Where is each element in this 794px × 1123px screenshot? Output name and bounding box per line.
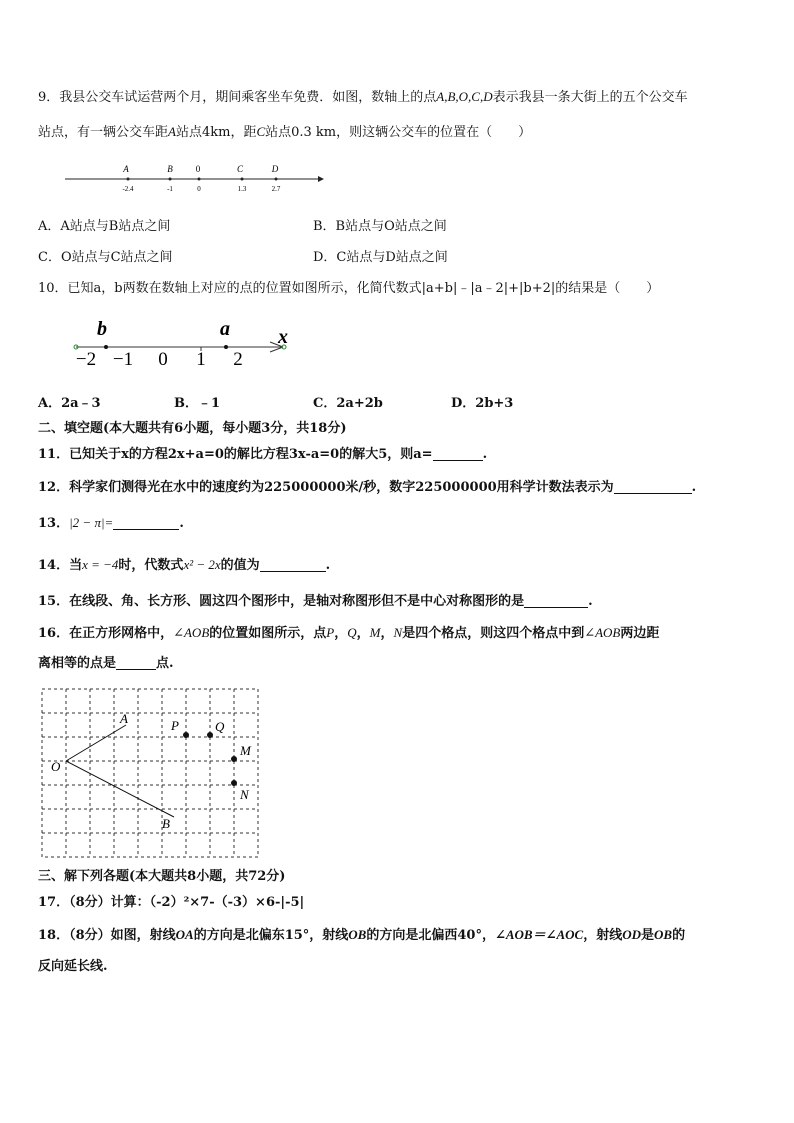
q13-expression: |2 − π|= [69, 515, 114, 530]
q9-option-b[interactable] [313, 218, 447, 236]
q15 [38, 593, 593, 611]
q9-option-d[interactable] [313, 249, 448, 267]
q9-point-dot-o [198, 178, 201, 181]
q14-text-c: 的值为 [220, 558, 260, 573]
q10-letter-b: b [97, 318, 107, 340]
q11 [38, 446, 487, 464]
q16-answer-blank[interactable] [116, 655, 156, 670]
q16-sep-3: ， [380, 626, 394, 641]
q9-option-c[interactable] [38, 249, 173, 267]
q9-points: A,B,O,C,D [436, 89, 493, 104]
q16-sep-2: ， [356, 626, 370, 641]
grid-label-p: P [171, 718, 179, 733]
q16-text-e: 离相等的点是 [38, 656, 117, 671]
q9-option-c-label: C．O站点与C站点之间 [38, 250, 173, 265]
q18-ray-ob-2: OB [654, 927, 673, 942]
q9-point-c: C [256, 124, 266, 139]
q9-point-dot-b [169, 178, 172, 181]
q16-point-q: Q [347, 625, 357, 640]
q9-text-e: 站点0.3 km，则这辆公交车的位置在（ ） [265, 125, 532, 140]
q10-option-b-label: B．﹣1 [174, 396, 221, 411]
q10-point-a [224, 345, 228, 349]
q16-line2 [38, 655, 174, 673]
q10-letter-a: a [220, 318, 230, 340]
q14-text-a: 14．当 [38, 558, 83, 573]
q12-end: . [691, 480, 697, 495]
q9-axis-value-a: -2.4 [122, 185, 134, 193]
q16-text-d: 两边距 [620, 626, 660, 641]
q9-point-dot-d [275, 178, 278, 181]
q18-line2 [38, 958, 108, 976]
q17 [38, 894, 304, 912]
q9-text-b: 表示我县一条大街上的五个公交车 [492, 90, 688, 105]
q16-grid-figure [40, 687, 260, 859]
q18-text-c: 的方向是北偏西40°， [366, 928, 495, 943]
q16-point-p: P [326, 625, 335, 640]
q10-stem [38, 280, 659, 298]
q9-axis-letter-a: A [123, 164, 129, 174]
q14-text-b: 时，代数式 [118, 558, 184, 573]
q15-end: . [588, 594, 593, 609]
q9-axis-letter-c: C [236, 164, 244, 174]
q9-point-dot-a [127, 178, 130, 181]
q12 [38, 479, 696, 497]
q11-text: 11．已知关于x的方程2x+a=0的解比方程3x-a=0的解大5，则a= [38, 447, 433, 462]
q9-option-a[interactable] [38, 218, 170, 236]
q9-option-a-label: A．A站点与B站点之间 [38, 219, 171, 234]
q16-point-n: N [393, 625, 403, 640]
q18-text-e: 是 [641, 928, 655, 943]
section-2-title: 二、填空题(本大题共有6小题，每小题3分，共18分) [38, 421, 347, 436]
q18-text-f: 的 [672, 928, 686, 943]
q10-tick-neg2: −2 [75, 349, 97, 370]
q18-ray-od: OD [622, 927, 641, 942]
q11-end: . [482, 447, 488, 462]
q18-ray-ob: OB [348, 927, 367, 942]
q10-tick-neg1: −1 [112, 349, 134, 370]
q9-axis-value-d: 2.7 [271, 185, 281, 193]
grid-label-m: M [240, 743, 251, 758]
q9-text-c: 站点，有一辆公交车距 [38, 125, 169, 140]
grid-point-n [231, 780, 237, 786]
q10-option-d[interactable] [451, 395, 513, 413]
q14-condition: x = −4 [82, 557, 119, 572]
ray-oa [66, 725, 126, 761]
grid-label-o: O [51, 759, 61, 774]
q9-text-d: 站点4km，距 [175, 125, 257, 140]
q10-option-a-label: A．2a﹣3 [38, 396, 101, 411]
grid-label-q: Q [215, 719, 225, 734]
q10-tick-2: 2 [233, 349, 243, 370]
q10-option-d-label: D．2b+3 [451, 396, 514, 411]
q9-text: 9．我县公交车试运营两个月，期间乘客坐车免费．如图，数轴上的点 [38, 90, 437, 105]
q16-line1 [38, 624, 659, 643]
q18-ray-oa: OA [175, 927, 194, 942]
grid-point-m [231, 756, 237, 762]
q9-option-d-label: D．C站点与D站点之间 [313, 250, 448, 265]
grid-label-n: N [240, 787, 249, 802]
q10-tick-0: 0 [158, 349, 168, 370]
q13-number: 13． [38, 516, 70, 531]
q16-text-f: 点. [156, 656, 174, 671]
section-3-heading [38, 868, 285, 886]
q18-text-b: 的方向是北偏东15°，射线 [193, 928, 349, 943]
q11-answer-blank[interactable] [433, 446, 483, 461]
q10-option-a[interactable] [38, 395, 101, 413]
q14-end: . [325, 558, 331, 573]
q16-point-m: M [369, 625, 381, 640]
q10-point-b [104, 345, 108, 349]
grid-label-b: B [162, 816, 170, 831]
q9-point-a: A [168, 124, 176, 139]
q18-text-g: 反向延长线. [38, 959, 108, 974]
q9-point-dot-c [241, 178, 244, 181]
q12-text: 12．科学家们测得光在水中的速度约为225000000米/秒，数字225000000用科学计数法表示为 [38, 480, 614, 495]
q9-axis-value-c: 1.3 [237, 185, 247, 193]
q9-axis-letter-b: B [167, 164, 173, 174]
q10-stem-text: 10．已知a，b两数在数轴上对应的点的位置如图所示，化简代数式|a+b|﹣|a﹣2|+|b+2|的结果是（ ） [38, 281, 660, 296]
q9-line2 [38, 123, 531, 142]
q18-angle-equation: ∠AOB＝∠AOC [494, 927, 584, 942]
q10-letter-x: x [278, 326, 288, 348]
q18-line1 [38, 926, 685, 945]
q16-text-a: 16．在正方形网格中， [38, 626, 174, 641]
grid-point-q [207, 732, 213, 738]
q12-answer-blank[interactable] [614, 479, 692, 494]
q10-number-line [70, 315, 300, 370]
q13 [38, 514, 184, 533]
q15-answer-blank[interactable] [524, 593, 588, 608]
q9-option-b-label: B．B站点与O站点之间 [313, 219, 447, 234]
q9-axis-value-b: -1 [167, 185, 173, 193]
q14 [38, 556, 330, 575]
q16-angle: ∠AOB [173, 625, 210, 640]
q14-answer-blank[interactable] [260, 557, 326, 572]
section-3-title: 三、解下列各题(本大题共8小题，共72分) [38, 869, 286, 884]
q16-sep-1: ， [334, 626, 348, 641]
q13-end: . [179, 516, 184, 531]
q9-axis-letter-d: D [271, 164, 279, 174]
q16-angle-2: ∠AOB [584, 625, 621, 640]
q10-option-c-label: C．2a+2b [313, 396, 383, 411]
q10-option-b[interactable] [174, 395, 220, 413]
grid-point-p [183, 732, 189, 738]
grid-label-a: A [120, 711, 128, 726]
q9-axis-value-o: 0 [197, 185, 201, 193]
q13-answer-blank[interactable] [113, 515, 179, 530]
q10-option-c[interactable] [313, 395, 383, 413]
q9-number-line [60, 160, 330, 196]
q16-text-b: 的位置如图所示，点 [209, 626, 327, 641]
q17-text: 17．（8分）计算：（-2）²×7-（-3）×6-|-5| [38, 895, 305, 910]
q15-text: 15．在线段、角、长方形、圆这四个图形中，是轴对称图形但不是中心对称图形的是 [38, 594, 525, 609]
q10-tick-1: 1 [196, 349, 206, 370]
q18-text-d: ，射线 [583, 928, 623, 943]
section-2-heading [38, 420, 346, 438]
q18-text-a: 18．（8分）如图，射线 [38, 928, 176, 943]
q14-expression: x² − 2x [183, 557, 221, 572]
q16-text-c: 是四个格点，则这四个格点中到 [402, 626, 585, 641]
q9-line1 [38, 88, 688, 107]
q9-axis-letter-o: 0 [195, 164, 201, 174]
